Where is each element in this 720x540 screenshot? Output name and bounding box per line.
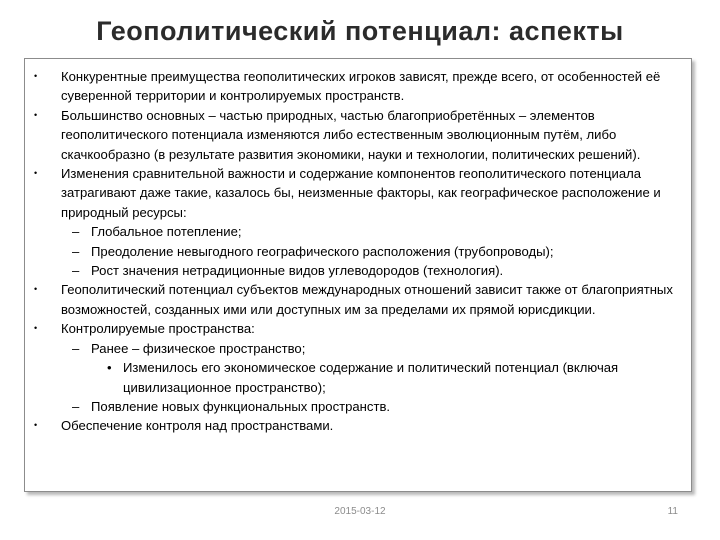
sub-list-item — [25, 222, 691, 241]
sub-list-item-text: Рост значения нетрадиционные видов углеводородов (технология). — [91, 263, 504, 279]
bullet-icon: • — [107, 360, 112, 376]
dash-icon: – — [72, 398, 80, 414]
dash-icon: – — [72, 224, 80, 240]
bullet-icon: • — [34, 71, 38, 81]
sub-list-item — [25, 339, 691, 358]
sub-list-item-text: Появление новых функциональных пространств. — [91, 398, 391, 414]
sub-list-item — [25, 261, 691, 280]
list-item-text: Контролируемые пространства: — [61, 321, 255, 337]
dash-icon: – — [72, 243, 80, 259]
list-item-text: Изменения сравнительной важности и содержание компонентов геополитического потенциала затрагивают даже такие, казалось бы, неизменные факторы, как географическое расположение и природный ресурсы: — [61, 166, 661, 220]
bullet-list — [25, 67, 691, 436]
sub-list-item-text: Ранее – физическое пространство; — [91, 340, 306, 356]
bullet-icon: • — [34, 284, 38, 295]
list-item — [25, 416, 691, 435]
list-item — [25, 164, 691, 222]
sub-list-item-text: Преодоление невыгодного географического расположения (трубопроводы); — [91, 243, 554, 259]
list-item-text: Большинство основных – частью природных, частью благоприобретённых – элементов геополитического потенциала изменяются либо естественным эволюционным путём, либо скачкообразно (в результате развития экономики, науки и технологии, политических решений). — [61, 107, 641, 162]
dash-icon: – — [72, 263, 80, 279]
bullet-icon: • — [34, 420, 38, 431]
list-item-text: Геополитический потенциал субъектов международных отношений зависит также от благоприятных возможностей, созданных ими или доступных им за пределами их прямой юрисдикции. — [61, 282, 673, 317]
content-box — [24, 58, 692, 492]
sub-list-item-text: Глобальное потепление; — [91, 224, 242, 240]
sub-list-item — [25, 242, 691, 261]
bullet-icon: • — [34, 323, 38, 334]
list-item — [25, 106, 691, 164]
dash-icon: – — [72, 340, 80, 356]
bullet-icon: • — [34, 109, 38, 120]
sub-sub-list-item-text: Изменилось его экономическое содержание и политический потенциал (включая цивилизационное пространство); — [123, 360, 619, 395]
footer-date: 2015-03-12 — [334, 506, 386, 517]
list-item-text: Обеспечение контроля над пространствами. — [61, 418, 334, 434]
list-item — [25, 280, 691, 319]
sub-sub-list-item — [25, 358, 691, 397]
bullet-icon: • — [34, 168, 38, 179]
list-item — [25, 67, 691, 106]
sub-list-item — [25, 397, 691, 416]
slide-title: Геополитический потенциал: аспекты — [96, 16, 624, 46]
list-item — [25, 319, 691, 338]
list-item-text: Конкурентные преимущества геополитических игроков зависят, прежде всего, от особенностей её суверенной территории и контролируемых пространств. — [61, 69, 661, 104]
page-number: 11 — [667, 506, 678, 517]
